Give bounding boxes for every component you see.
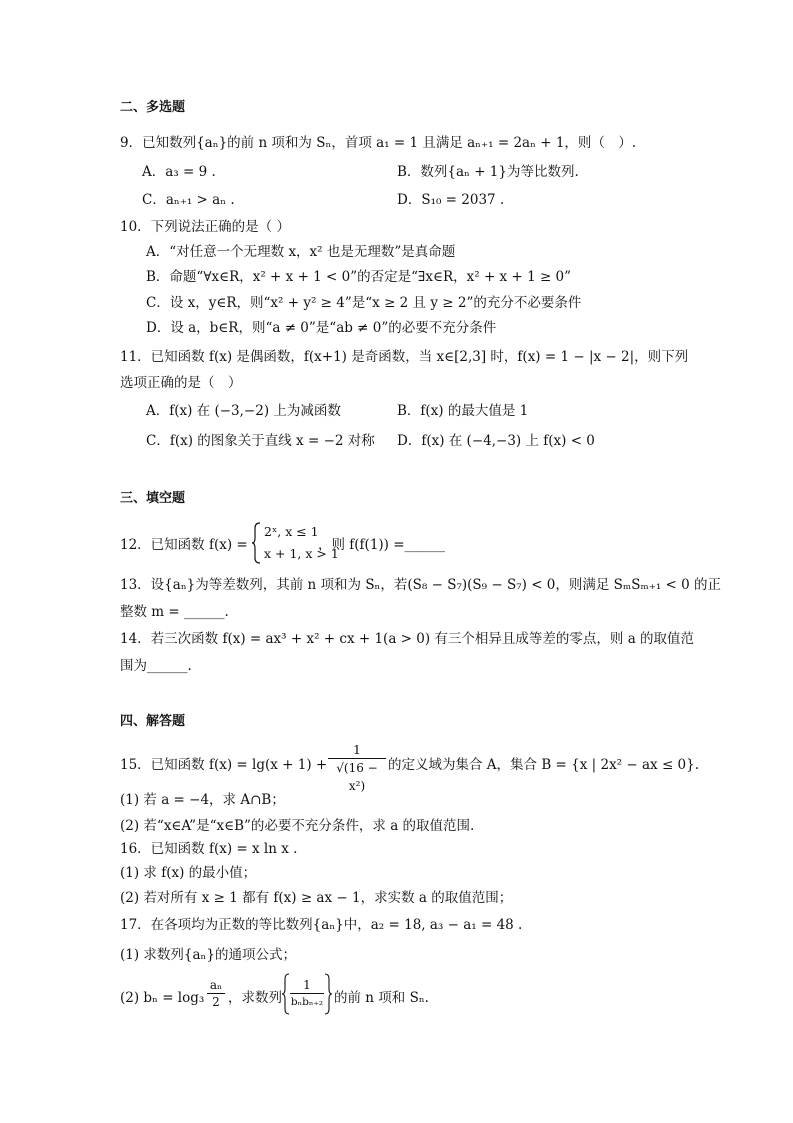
q16-part-1: (1) 求 f(x) 的最小值； bbox=[120, 865, 257, 881]
q9-option-a: A．a₃ = 9 . bbox=[142, 164, 216, 180]
q11-option-d: D．f(x) 在 (−4,−3) 上 f(x) < 0 bbox=[397, 433, 595, 449]
q9-option-c: C．aₙ₊₁ > aₙ . bbox=[142, 192, 235, 208]
q17-part-2-suffix: 的前 n 项和 Sₙ. bbox=[334, 990, 429, 1006]
q17-part-2-prefix: (2) bₙ = log₃ bbox=[120, 990, 205, 1006]
q15-stem-prefix: 15．已知函数 f(x) = lg(x + 1) + bbox=[120, 757, 328, 773]
q12-brace bbox=[252, 522, 262, 564]
q16-part-2: (2) 若对所有 x ≥ 1 都有 f(x) ≥ ax − 1，求实数 a 的取值范围； bbox=[120, 890, 513, 906]
q17-part-1: (1) 求数列{aₙ}的通项公式； bbox=[120, 947, 296, 963]
q14-line2: 围为______. bbox=[120, 658, 192, 674]
q9-stem: 9．已知数列{aₙ}的前 n 项和为 Sₙ，首项 a₁ = 1 且满足 aₙ₊₁ = 2aₙ + 1，则（ ）. bbox=[120, 135, 637, 151]
q15-stem-suffix: 的定义域为集合 A，集合 B = {x | 2x² − ax ≤ 0}. bbox=[388, 757, 700, 773]
q17-log-fraction-numerator: aₙ bbox=[207, 977, 225, 994]
q11-stem-line1: 11．已知函数 f(x) 是偶函数，f(x+1) 是奇函数，当 x∈[2,3] 时，f(x) = 1 − |x − 2|，则下列 bbox=[120, 349, 689, 365]
q12-case-2: x + 1, x > 1 bbox=[264, 546, 339, 561]
q13-line2: 整数 m = ______. bbox=[120, 604, 229, 620]
q10-option-c: C．设 x，y∈R，则“x² + y² ≥ 4”是“x ≥ 2 且 y ≥ 2”的充分不必要条件 bbox=[146, 295, 582, 311]
q15-part-1: (1) 若 a = −4，求 A∩B； bbox=[120, 792, 285, 808]
q16-stem: 16．已知函数 f(x) = x ln x . bbox=[120, 841, 298, 857]
q13-line1: 13．设{aₙ}为等差数列，其前 n 项和为 Sₙ，若(S₈ − S₇)(S₉ − S₇) < 0，则满足 SₘSₘ₊₁ < 0 的正 bbox=[120, 577, 722, 593]
q15-part-2: (2) 若“x∈A”是“x∈B”的必要不充分条件，求 a 的取值范围. bbox=[120, 818, 475, 834]
q11-option-a: A．f(x) 在 (−3,−2) 上为减函数 bbox=[146, 403, 341, 419]
q9-option-d: D．S₁₀ = 2037 . bbox=[397, 192, 505, 208]
q10-option-a: A．“对任意一个无理数 x，x² 也是无理数”是真命题 bbox=[146, 244, 456, 260]
q15-fraction-denominator: √(16 − x²) bbox=[336, 761, 378, 793]
q10-option-b: B．命题“∀x∈R，x² + x + 1 < 0”的否定是“∃x∈R，x² + x + 1 ≥ 0” bbox=[146, 269, 572, 285]
q17-part-2-mid: ，求数列 bbox=[228, 990, 282, 1006]
q9-option-b: B．数列{aₙ + 1}为等比数列. bbox=[397, 164, 579, 180]
q12-prefix: 12．已知函数 f(x) = bbox=[120, 537, 248, 553]
q11-option-b: B．f(x) 的最大值是 1 bbox=[397, 403, 529, 419]
q11-stem-line2: 选项正确的是（ ） bbox=[120, 375, 242, 391]
section-heading-solve: 四、解答题 bbox=[120, 714, 186, 729]
q14-line1: 14．若三次函数 f(x) = ax³ + x² + cx + 1(a > 0) 有三个相异且成等差的零点，则 a 的取值范 bbox=[120, 631, 695, 647]
q17-sequence-braces bbox=[282, 972, 332, 1016]
q12-suffix: ，则 f(f(1)) =______ bbox=[318, 537, 446, 553]
left-brace-icon bbox=[252, 522, 262, 564]
q10-stem: 10．下列说法正确的是（ ） bbox=[120, 219, 290, 235]
q10-option-d: D．设 a，b∈R，则“a ≠ 0”是“ab ≠ 0”的必要不充分条件 bbox=[146, 320, 497, 336]
q17-sequence-denominator: bₙbₙ₊₂ bbox=[290, 996, 324, 1008]
q11-option-c: C．f(x) 的图象关于直线 x = −2 对称 bbox=[146, 433, 375, 449]
q17-stem: 17．在各项均为正数的等比数列{aₙ}中，a₂ = 18, a₃ − a₁ = 48 . bbox=[120, 917, 523, 933]
section-heading-multi: 二、多选题 bbox=[120, 100, 186, 115]
q15-fraction-numerator: 1 bbox=[328, 742, 386, 759]
q12-case-1: 2ˣ, x ≤ 1 bbox=[264, 524, 319, 539]
q15-fraction bbox=[328, 742, 386, 795]
q17-log-fraction-denominator: 2 bbox=[212, 995, 220, 1009]
q17-sequence-fraction bbox=[290, 977, 324, 1010]
q17-sequence-numerator: 1 bbox=[290, 977, 324, 994]
section-heading-fill: 三、填空题 bbox=[120, 491, 186, 506]
q17-log-fraction bbox=[207, 977, 225, 1010]
